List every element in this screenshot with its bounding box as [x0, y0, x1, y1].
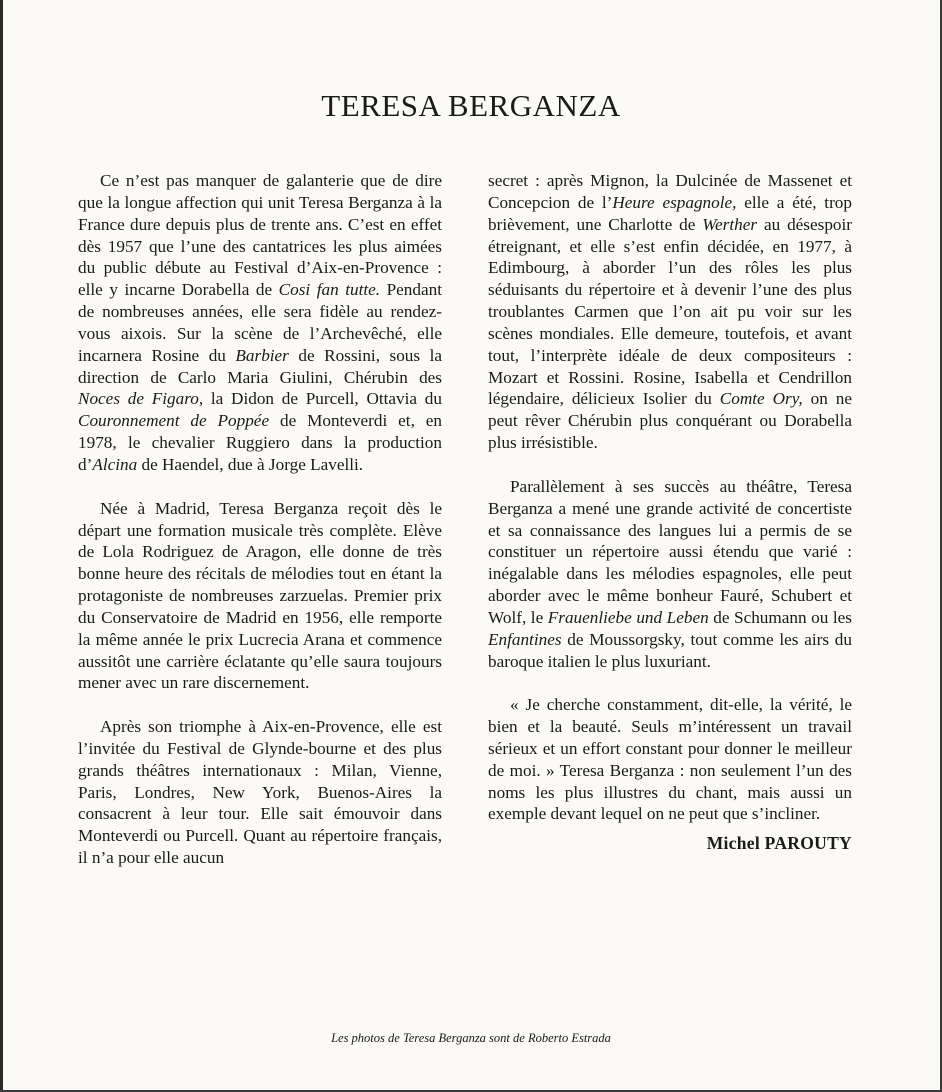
page-title: TERESA BERGANZA — [321, 88, 621, 123]
left-column — [78, 170, 442, 869]
paragraph-career: Après son triomphe à Aix-en-Provence, elle est l’invitée du Festival de Glynde-bourne et des plus grands théâtres internationaux : Milan, Vienne, Paris, Londres, New York, Buenos-Aires la consacrent à leur tour. Elle sait émouvoir dans Monteverdi ou Purcell. Quant au répertoire français, il n’a pour elle aucun — [78, 717, 442, 868]
author-signature: Michel PAROUTY — [706, 833, 852, 854]
work-title: Enfantines — [488, 629, 562, 649]
scan-edge-left — [0, 0, 3, 1092]
paragraph-repertoire: secret : après Mignon, la Dulcinée de Massenet et Concepcion de l’Heure espagnole, elle a été, trop brièvement, une Charlotte de Werther au désespoir étreignant, et elle s’est enfin décidée, en 1977, à Edimbourg, à aborder l’un des rôles les plus séduisants du répertoire et à devenir l’une des plus troublantes Carmen que l’on ait pu voir sur les scènes mondiales. Elle demeure, toutefois, et avant tout, l’interprète idéale de deux compositeurs : Mozart et Rossini. Rosine, Isabella et Cendrillon légendaire, délicieux Isolier du Comte Ory, on ne peut rêver Chérubin plus conquérant ou Dorabella plus irrésistible. — [488, 171, 853, 453]
paragraph-biography: Née à Madrid, Teresa Berganza reçoit dès le départ une formation musicale très complète. Elève de Lola Rodriguez de Aragon, elle donne de très bonne heure des récitals de mélodies tout en étant la protagoniste de nombreuses zarzuelas. Premier prix du Conservatoire de Madrid en 1956, elle remporte la même année le prix Lucrecia Arana et commence aussitôt une carrière éclatante qu’elle saura toujours mener avec un rare discernement. — [78, 498, 442, 693]
photo-credit-caption: Les photos de Teresa Berganza sont de Roberto Estrada — [331, 1031, 611, 1045]
work-title: Werther — [702, 214, 758, 234]
work-title: Heure espagnole, — [612, 192, 737, 212]
work-title: Noces de Figaro, — [78, 389, 204, 409]
right-column — [488, 170, 852, 855]
work-title: Couronnement de Poppée — [78, 411, 270, 431]
paragraph-intro: Ce n’est pas manquer de galanterie que de dire que la longue affection qui unit Teresa Berganza à la France dure depuis plus de trente ans. C’est en effet dès 1957 que l’une des cantatrices les plus aimées du public débute au Festival d’Aix-en-Provence : elle y incarne Dorabella de Cosi fan tutte. Pendant de nombreuses années, elle sera fidèle au rendez-vous aixois. Sur la scène de l’Archevêché, elle incarnera Rosine du Barbier de Rossini, sous la direction de Carlo Maria Giulini, Chérubin des Noces de Figaro, la Didon de Purcell, Ottavia du Couronnement de Poppée de Monteverdi et, en 1978, le chevalier Ruggiero dans la production d’Alcina de Haendel, due à Jorge Lavelli. — [78, 171, 442, 474]
work-title: Comte Ory, — [719, 389, 803, 409]
work-title: Frauenliebe und Leben — [547, 607, 709, 627]
work-title: Cosi fan tutte. — [278, 280, 381, 300]
paragraph-quote: « Je cherche constamment, dit-elle, la vérité, le bien et la beauté. Seuls m’intéressent un travail sérieux et un effort constant pour donner le meilleur de moi. » Teresa Berganza : non seulement l’un des noms les plus illustres du chant, mais aussi un exemple devant lequel on ne peut que s’incliner. — [488, 695, 852, 824]
paragraph-concerts: Parallèlement à ses succès au théâtre, Teresa Berganza a mené une grande activité de concertiste et sa connaissance des langues lui a permis de se constituer un répertoire aussi étendu que varié : inégalable dans les mélodies espagnoles, elle peut aborder avec le même bonheur Fauré, Schubert et Wolf, le Frauenliebe und Leben de Schumann ou les Enfantines de Moussorgsky, tout comme les airs du baroque italien le plus luxuriant. — [488, 476, 852, 671]
work-title: Alcina — [92, 454, 138, 474]
work-title: Barbier — [235, 345, 289, 365]
